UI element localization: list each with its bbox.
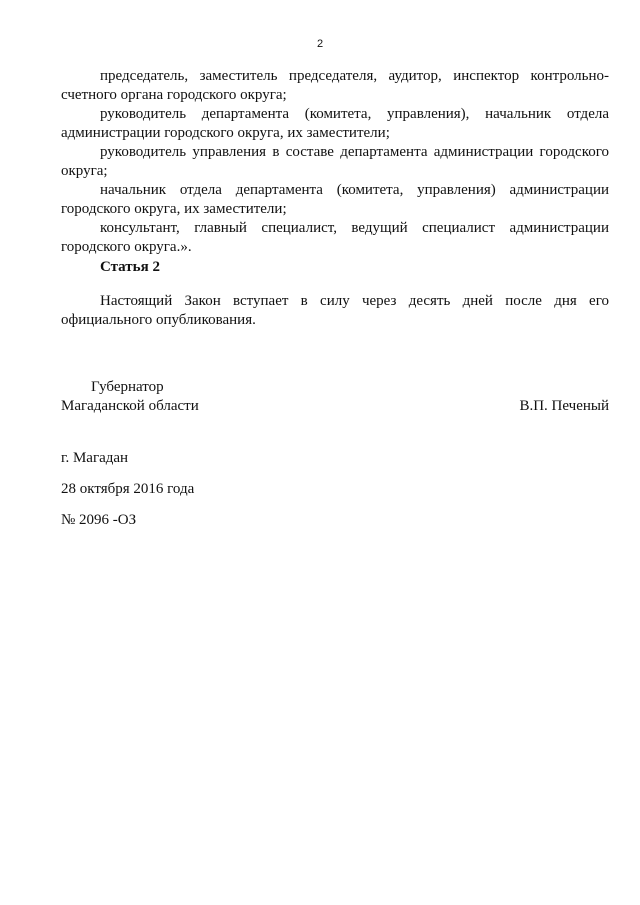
- article-text: Настоящий Закон вступает в силу через десять дней после дня его официального опубликования.: [61, 293, 609, 328]
- signature-title-line1: Губернатор: [91, 379, 164, 395]
- article-heading: Статья 2: [100, 259, 160, 275]
- list-item: руководитель департамента (комитета, управления), начальник отдела администрации городского округа, их заместители;: [61, 106, 609, 141]
- list-item: консультант, главный специалист, ведущий специалист администрации городского округа.».: [61, 220, 609, 255]
- signature-title-line2: Магаданской области: [61, 398, 199, 414]
- list-item: начальник отдела департамента (комитета, управления) администрации городского округа, их заместители;: [61, 182, 609, 217]
- page-number: 2: [316, 38, 324, 50]
- list-item: руководитель управления в составе департамента администрации городского округа;: [61, 144, 609, 179]
- signatory-name: В.П. Печеный: [519, 398, 609, 414]
- place-of-signing: г. Магадан: [61, 450, 129, 466]
- article-body: [61, 292, 609, 330]
- list-item: председатель, заместитель председателя, аудитор, инспектор контрольно-счетного органа городского округа;: [61, 68, 609, 103]
- law-number: № 2096 -ОЗ: [61, 512, 137, 528]
- signature-title: [61, 378, 199, 416]
- amendment-list: [61, 67, 609, 257]
- signing-date: 28 октября 2016 года: [61, 481, 195, 497]
